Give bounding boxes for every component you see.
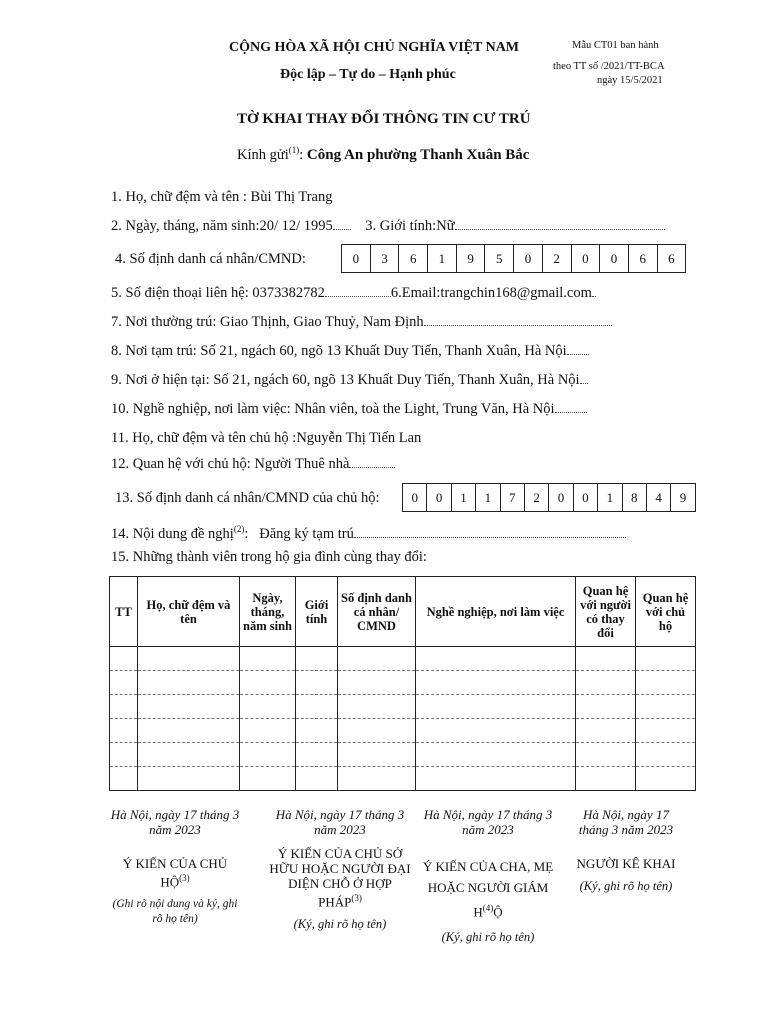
recipient-label: Kính gửi — [237, 146, 289, 163]
table-cell[interactable] — [636, 671, 696, 695]
sig-date: Hà Nội, ngày 17 tháng 3 năm 2023 — [423, 807, 553, 837]
digit-box: 0 — [403, 484, 427, 511]
field-15-label: 15. Những thành viên trong hộ gia đình cùng thay đổi: — [111, 549, 427, 565]
signature-household-head — [108, 807, 242, 927]
table-cell[interactable] — [110, 671, 138, 695]
table-cell[interactable] — [296, 647, 338, 671]
field-14 — [111, 524, 626, 543]
table-cell[interactable] — [338, 695, 416, 719]
sig-role-text: Ý KIẾN CỦA CHỦ HỘ — [122, 856, 228, 890]
digit-box: 0 — [549, 484, 573, 511]
table-cell[interactable] — [240, 743, 296, 767]
table-cell[interactable] — [576, 695, 636, 719]
table-cell[interactable] — [296, 767, 338, 791]
field-7 — [111, 314, 612, 331]
field-10-label: 10. Nghề nghiệp, nơi làm việc: — [111, 401, 291, 417]
table-cell[interactable] — [338, 671, 416, 695]
field-1 — [111, 189, 332, 206]
motto: Độc lập – Tự do – Hạnh phúc — [280, 67, 456, 82]
table-cell[interactable] — [240, 647, 296, 671]
field-10-value: Nhân viên, toà the Light, Trung Văn, Hà Nội — [294, 401, 555, 417]
field-6-label: 6.Email: — [390, 285, 441, 301]
table-cell[interactable] — [138, 719, 240, 743]
table-cell[interactable] — [338, 719, 416, 743]
sig-role-text: Ý KIẾN CỦA CHỦ SỞ HỮU HOẶC NGƯỜI ĐẠI DIỆN CHỖ Ở HỢP PHÁP — [269, 846, 411, 910]
nation-heading: CỘNG HÒA XÃ HỘI CHỦ NGHĨA VIỆT NAM — [229, 40, 520, 55]
field-5-label: 5. Số điện thoại liên hệ: — [111, 285, 249, 301]
table-cell[interactable] — [138, 695, 240, 719]
field-12 — [111, 456, 395, 473]
sig-date: Hà Nội, ngày 17 tháng 3 năm 2023 — [110, 807, 240, 837]
digit-box: 6 — [668, 251, 675, 266]
table-row — [110, 743, 696, 767]
form-circular: theo TT số /2021/TT-BCA — [553, 61, 665, 72]
digit-box: 1 — [452, 484, 476, 511]
dotted-line — [349, 457, 395, 468]
form-title: TỜ KHAI THAY ĐỔI THÔNG TIN CƯ TRÚ — [237, 111, 531, 127]
field-8-label: 8. Nơi tạm trú: — [111, 343, 197, 359]
table-header-row — [110, 577, 696, 647]
sig-sup: (4) — [482, 903, 494, 913]
field-2 — [111, 218, 665, 235]
dotted-line — [592, 286, 596, 297]
table-cell[interactable] — [576, 767, 636, 791]
recipient-sep: : — [299, 146, 304, 163]
sig-role — [108, 856, 242, 889]
field-7-value: Giao Thịnh, Giao Thuỷ, Nam Định — [219, 314, 424, 330]
table-header-cell: Ngày, tháng, năm sinh — [240, 577, 296, 647]
table-cell[interactable] — [240, 719, 296, 743]
digit-box: 2 — [543, 245, 572, 272]
field-1-label: 1. Họ, chữ đệm và tên : — [111, 189, 247, 205]
table-row — [110, 647, 696, 671]
table-cell[interactable] — [636, 695, 696, 719]
table-row — [110, 719, 696, 743]
field-14-value: Đăng ký tạm trú — [259, 525, 354, 542]
field-11-value: Nguyễn Thị Tiến Lan — [296, 430, 422, 446]
table-cell[interactable] — [138, 647, 240, 671]
table-cell[interactable] — [416, 767, 576, 791]
members-table — [109, 576, 696, 791]
digit-box: 0 — [574, 484, 598, 511]
table-cell[interactable] — [296, 671, 338, 695]
table-cell[interactable] — [338, 767, 416, 791]
digit-box: 2 — [525, 484, 549, 511]
sig-sup: (3) — [351, 893, 362, 903]
table-cell[interactable] — [110, 695, 138, 719]
id-number-boxes — [341, 244, 686, 273]
field-4-label: 4. Số định danh cá nhân/CMND: — [115, 251, 306, 267]
field-9-label: 9. Nơi ở hiện tại: — [111, 372, 210, 388]
dotted-line — [325, 286, 391, 297]
form-date: ngày 15/5/2021 — [597, 75, 663, 86]
field-11-label: 11. Họ, chữ đệm và tên chủ hộ : — [111, 430, 297, 446]
field-10 — [111, 401, 587, 418]
table-cell[interactable] — [416, 719, 576, 743]
field-14-label: 14. Nội dung đề nghị — [111, 525, 234, 542]
digit-box: 0 — [514, 245, 543, 272]
field-7-label: 7. Nơi thường trú: — [111, 314, 217, 330]
digit-box: 6 — [399, 245, 428, 272]
recipient — [237, 145, 529, 164]
digit-box: 0 — [427, 484, 451, 511]
sig-role-text-end: Ộ — [493, 904, 503, 920]
field-12-value: Người Thuê nhà — [254, 456, 350, 472]
field-11 — [111, 430, 421, 447]
sig-note: (Ký, ghi rõ họ tên) — [579, 879, 673, 893]
field-5-value: 0373382782 — [252, 285, 325, 301]
dotted-line — [567, 344, 589, 355]
table-row — [110, 767, 696, 791]
field-9-value: Số 21, ngách 60, ngõ 13 Khuất Duy Tiến, Thanh Xuân, Hà Nội — [213, 372, 580, 388]
table-cell[interactable] — [110, 767, 138, 791]
signature-guardian — [420, 807, 556, 945]
table-header-cell: TT — [110, 577, 138, 647]
sig-date: Hà Nội, ngày 17 tháng 3 năm 2023 — [275, 807, 405, 837]
digit-box: 1 — [476, 484, 500, 511]
table-cell[interactable] — [240, 671, 296, 695]
digit-box: 1 — [598, 484, 622, 511]
table-cell[interactable] — [636, 743, 696, 767]
field-13-label: 13. Số định danh cá nhân/CMND của chủ hộ: — [115, 490, 380, 506]
signature-declarant — [568, 807, 684, 894]
digit-box: 5 — [485, 245, 514, 272]
sig-role-text: Ý KIẾN CỦA CHA, MẸ HOẶC NGƯỜI GIÁM H — [422, 859, 554, 920]
field-8 — [111, 343, 589, 360]
table-cell[interactable] — [416, 695, 576, 719]
form-code: Mẫu CT01 ban hành — [572, 40, 659, 51]
field-8-value: Số 21, ngách 60, ngõ 13 Khuất Duy Tiến, Thanh Xuân, Hà Nội — [200, 343, 567, 359]
field-2-label: 2. Ngày, tháng, năm sinh: — [111, 218, 260, 234]
table-row — [110, 671, 696, 695]
dotted-line — [580, 373, 588, 384]
table-cell[interactable] — [576, 647, 636, 671]
dotted-line — [333, 219, 351, 230]
field-3-label: 3. Giới tính: — [365, 218, 437, 234]
digit-box: 0 — [342, 245, 371, 272]
field-9 — [111, 372, 588, 389]
table-header-cell: Giới tính — [296, 577, 338, 647]
signature-owner — [268, 807, 412, 932]
field-14-sup: (2) — [233, 524, 245, 534]
table-cell[interactable] — [636, 719, 696, 743]
sig-note: (Ký, ghi rõ họ tên) — [293, 917, 387, 932]
dotted-line — [555, 402, 587, 413]
table-cell[interactable] — [138, 767, 240, 791]
table-cell[interactable] — [240, 767, 296, 791]
field-5 — [111, 285, 596, 302]
sig-role — [268, 846, 412, 909]
table-cell[interactable] — [110, 647, 138, 671]
table-cell[interactable] — [296, 695, 338, 719]
dotted-line — [354, 527, 626, 538]
sig-note: (Ghi rõ nội dung và ký, ghi rõ họ tên) — [112, 898, 238, 926]
sig-role — [420, 856, 556, 922]
dotted-line — [424, 315, 612, 326]
field-6-value: trangchin168@gmail.com — [440, 285, 592, 301]
field-14-sep: : — [244, 525, 249, 542]
digit-box: 0 — [572, 245, 601, 272]
table-cell[interactable] — [338, 743, 416, 767]
sig-note: (Ký, ghi rõ họ tên) — [441, 930, 535, 945]
table-cell[interactable] — [416, 671, 576, 695]
recipient-sup: (1) — [288, 145, 300, 155]
digit-box: 7 — [501, 484, 525, 511]
digit-box: 4 — [647, 484, 671, 511]
table-cell[interactable] — [416, 743, 576, 767]
sig-date: Hà Nội, ngày 17 tháng 3 năm 2023 — [578, 807, 674, 837]
field-3-value: Nữ — [436, 218, 455, 234]
digit-box: 0 — [600, 245, 629, 272]
field-1-value: Bùi Thị Trang — [250, 189, 333, 205]
digit-box: 3 — [371, 245, 400, 272]
table-header-cell: Nghề nghiệp, nơi làm việc — [416, 577, 576, 647]
table-cell[interactable] — [338, 647, 416, 671]
field-2-value: 20/ 12/ 1995 — [259, 218, 333, 234]
table-body — [110, 647, 696, 791]
field-12-label: 12. Quan hệ với chủ hộ: — [111, 456, 251, 472]
table-cell[interactable] — [110, 719, 138, 743]
table-cell[interactable] — [296, 743, 338, 767]
table-cell[interactable] — [636, 767, 696, 791]
table-header-cell: Số định danh cá nhân/ CMND — [338, 577, 416, 647]
table-cell[interactable] — [296, 719, 338, 743]
table-header-cell: Họ, chữ đệm và tên — [138, 577, 240, 647]
dotted-line — [455, 219, 665, 230]
table-cell[interactable] — [110, 743, 138, 767]
table-cell[interactable] — [416, 647, 576, 671]
table-cell[interactable] — [138, 671, 240, 695]
table-cell[interactable] — [240, 695, 296, 719]
sig-sup: (3) — [179, 873, 190, 883]
table-cell[interactable] — [576, 719, 636, 743]
table-header-cell: Quan hệ với người có thay đổi — [576, 577, 636, 647]
table-cell[interactable] — [576, 671, 636, 695]
table-row — [110, 695, 696, 719]
table-cell[interactable] — [636, 647, 696, 671]
digit-box: 6 — [629, 245, 658, 272]
owner-id-number-boxes — [402, 483, 696, 512]
table-cell[interactable] — [138, 743, 240, 767]
table-header-cell: Quan hệ với chủ hộ — [636, 577, 696, 647]
digit-box: 9 — [679, 490, 687, 505]
recipient-value: Công An phường Thanh Xuân Bắc — [306, 146, 530, 163]
sig-role: NGƯỜI KÊ KHAI — [576, 856, 676, 871]
digit-box: 1 — [428, 245, 457, 272]
digit-box: 9 — [457, 245, 486, 272]
digit-box: 8 — [623, 484, 647, 511]
table-cell[interactable] — [576, 743, 636, 767]
